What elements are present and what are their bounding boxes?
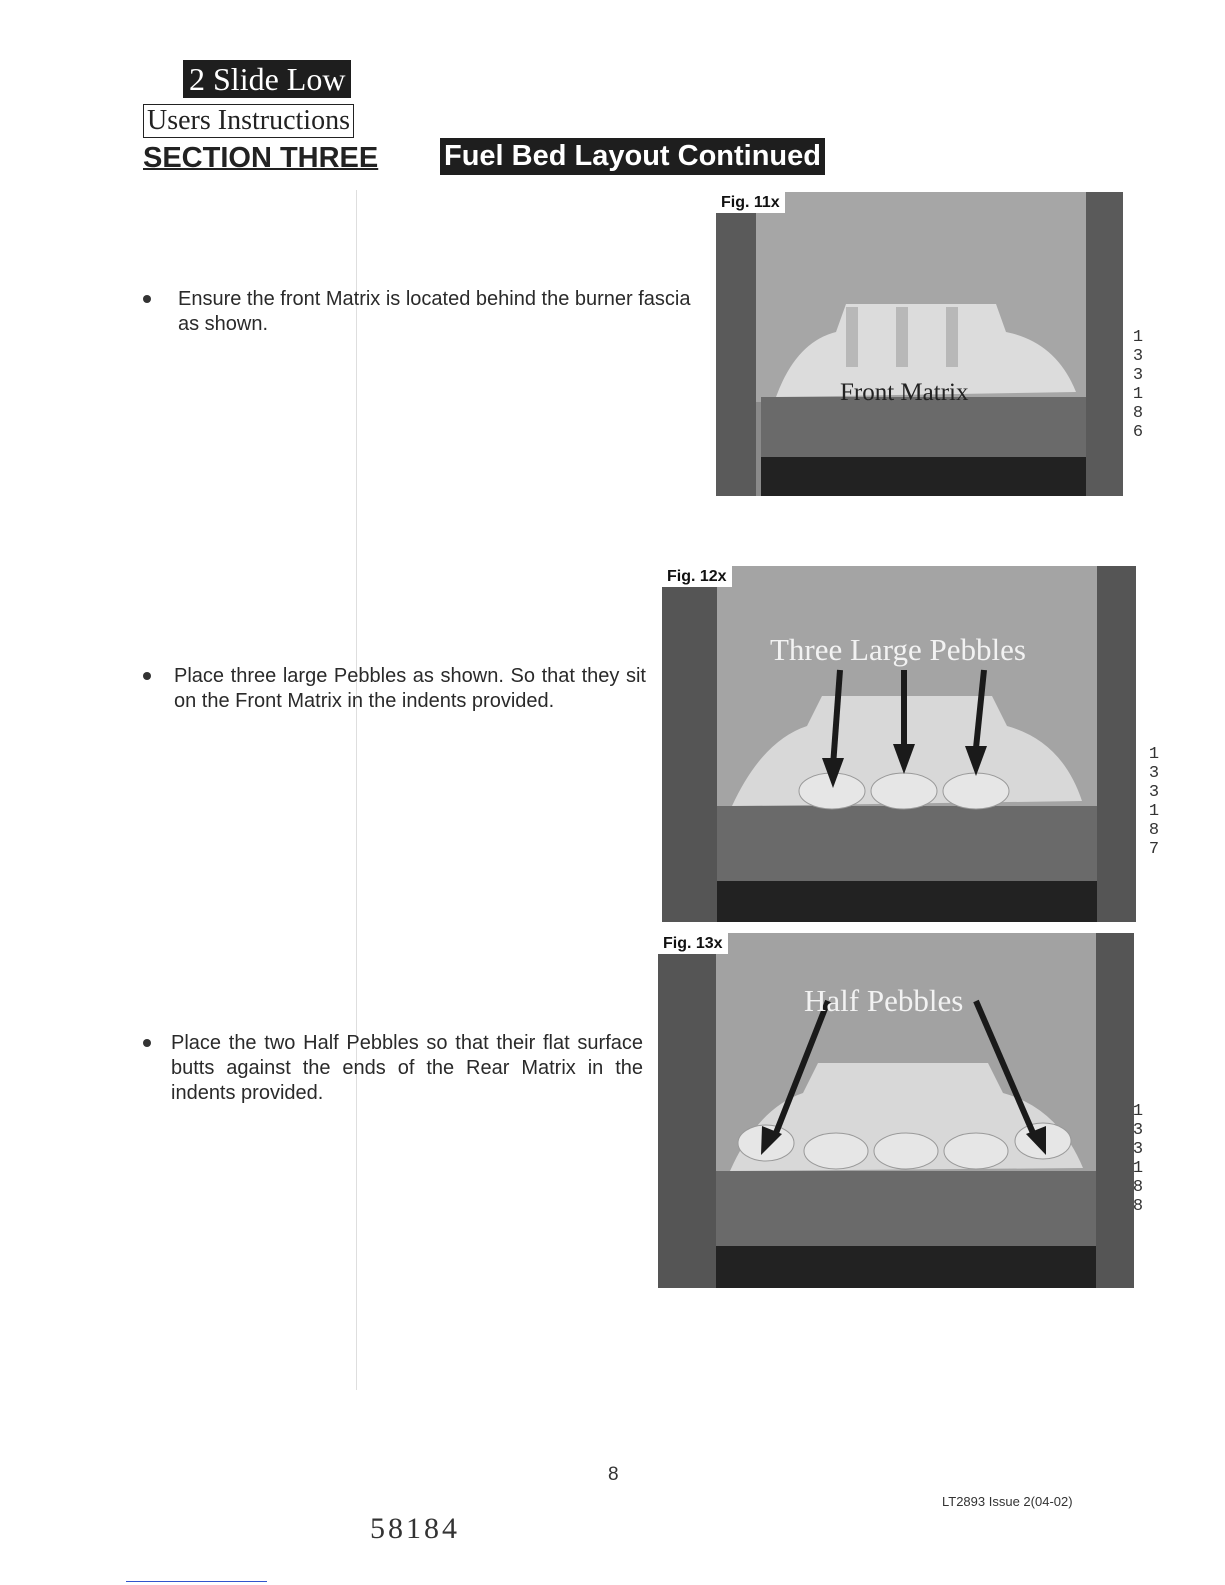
figure-13-caption: Half Pebbles xyxy=(804,983,964,1018)
step-3-text: Place the two Half Pebbles so that their flat surface butts against the ends of the Rear Matrix in the indents provided. xyxy=(171,1032,643,1104)
issue-reference: LT2893 Issue 2(04-02) xyxy=(942,1494,1073,1509)
step-2-text: Place three large Pebbles as shown. So that they sit on the Front Matrix in the indents provided. xyxy=(174,665,646,712)
bullet-dot xyxy=(143,295,151,303)
fireplace-illustration xyxy=(716,192,1123,496)
figure-12-photo xyxy=(662,566,1136,922)
document-brand-title: 2 Slide Low xyxy=(183,60,351,98)
figure-13-photo xyxy=(658,933,1134,1288)
page-number: 8 xyxy=(608,1464,619,1485)
step-2 xyxy=(143,664,648,744)
section-title-banner: Fuel Bed Layout Continued xyxy=(440,138,825,175)
step-1-text: Ensure the front Matrix is located behind the burner fascia as shown. xyxy=(178,288,691,335)
figure-11-photo xyxy=(716,192,1123,496)
figure-11-caption: Front Matrix xyxy=(840,379,969,406)
figure-11-label: Fig. 11x xyxy=(716,192,785,213)
footer-rule xyxy=(126,1581,267,1582)
section-label: SECTION THREE xyxy=(143,142,379,174)
figure-12-ref: 133187 xyxy=(1148,745,1160,859)
bullet-dot xyxy=(143,1039,151,1047)
scan-artifact-line xyxy=(356,190,357,1390)
figure-13-label: Fig. 13x xyxy=(658,933,728,954)
figure-11-ref: 133186 xyxy=(1132,328,1144,442)
figure-12-label: Fig. 12x xyxy=(662,566,732,587)
document-subtitle: Users Instructions xyxy=(143,104,354,138)
fireplace-illustration xyxy=(662,566,1136,922)
figure-13-ref: 133188 xyxy=(1132,1102,1144,1216)
scan-number: 58184 xyxy=(370,1512,460,1545)
step-1 xyxy=(143,287,708,347)
figure-12-caption: Three Large Pebbles xyxy=(770,632,1026,667)
step-3 xyxy=(143,1031,645,1111)
bullet-dot xyxy=(143,672,151,680)
